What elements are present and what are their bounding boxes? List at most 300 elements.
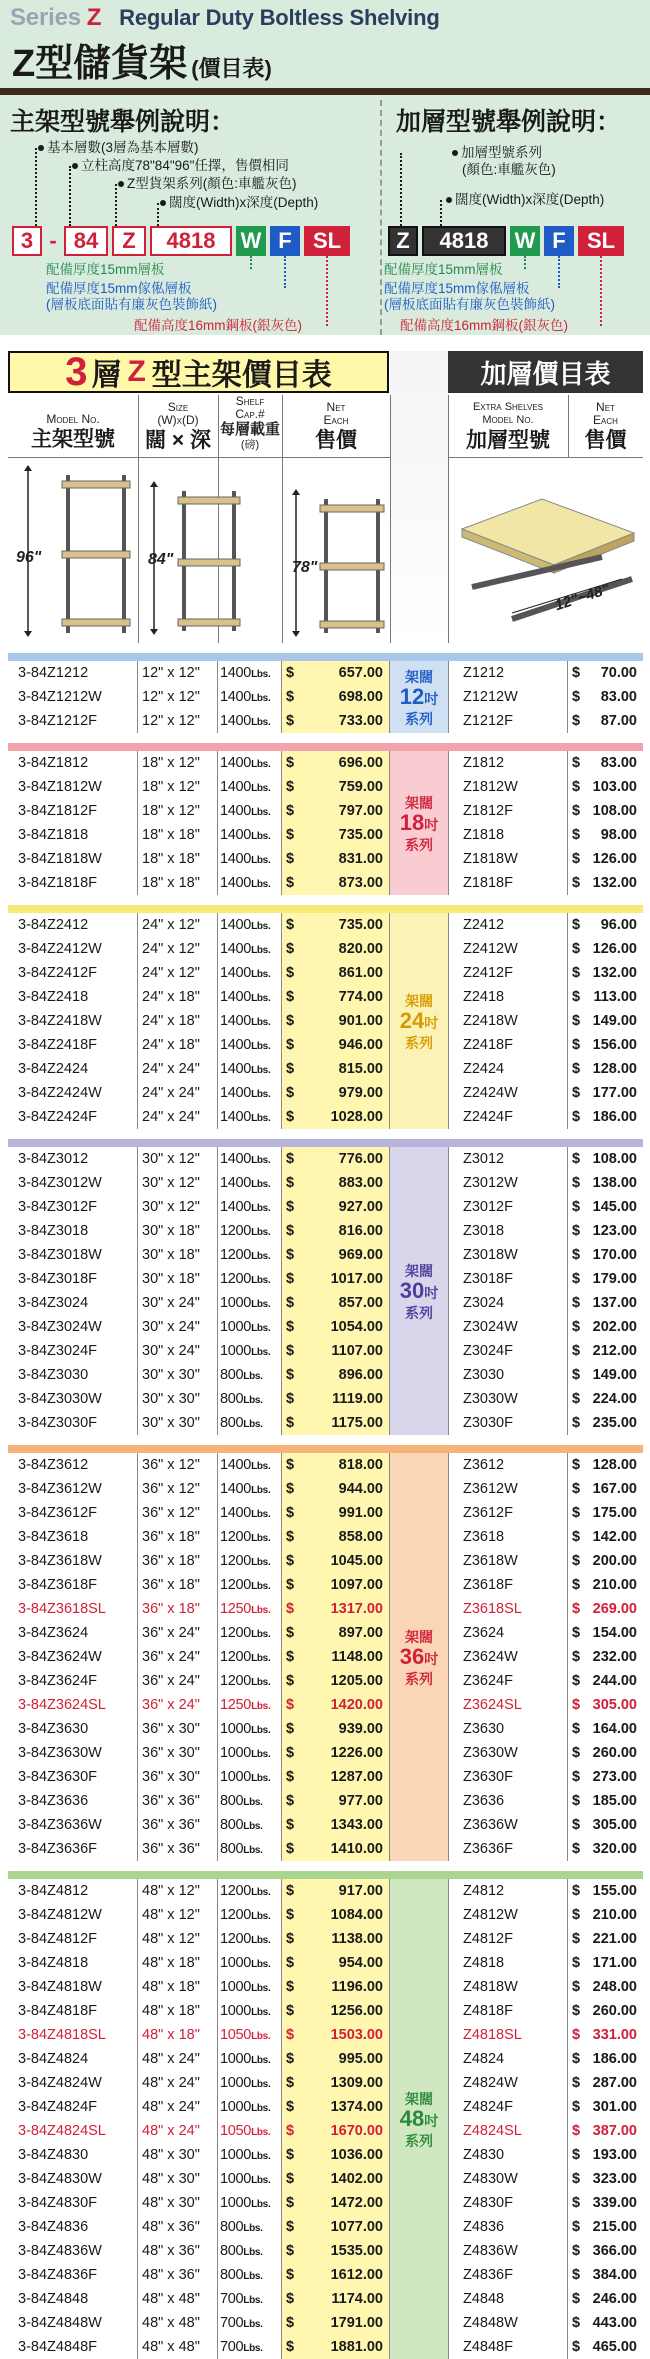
table-row bbox=[0, 1105, 650, 1129]
extra-price-cell: $ 186.00 bbox=[568, 1105, 643, 1129]
extra-price-cell: $ 87.00 bbox=[568, 709, 643, 733]
model-number: 3-84Z4830 bbox=[8, 2143, 138, 2167]
net-price-cell: $ 1045.00 bbox=[282, 1549, 390, 1573]
net-price-cell: $ 797.00 bbox=[282, 799, 390, 823]
net-price-cell: $ 946.00 bbox=[282, 1033, 390, 1057]
size-cell: 24" x 12" bbox=[138, 937, 218, 961]
extra-model-number: Z3630 bbox=[448, 1717, 568, 1741]
extra-price-cell: $ 96.00 bbox=[568, 913, 643, 937]
size-cell: 24" x 24" bbox=[138, 1081, 218, 1105]
width-label-prefix: 架闊 bbox=[405, 1263, 433, 1279]
extra-price-cell: $ 323.00 bbox=[568, 2167, 643, 2191]
series-name: Regular Duty Boltless Shelving bbox=[119, 5, 440, 30]
side-spacer-cell bbox=[390, 1813, 448, 1837]
net-price-cell: $ 815.00 bbox=[282, 1057, 390, 1081]
net-price-cell: $ 698.00 bbox=[282, 685, 390, 709]
capacity-cell: 1400Lbs. bbox=[218, 985, 282, 1009]
model-number: 3-84Z1812 bbox=[8, 751, 138, 775]
width-label-suffix: 系列 bbox=[405, 1035, 433, 1051]
capacity-cell: 1200Lbs. bbox=[218, 1903, 282, 1927]
size-cell: 36" x 12" bbox=[138, 1501, 218, 1525]
size-cell: 12" x 12" bbox=[138, 709, 218, 733]
model-number: 3-84Z4824W bbox=[8, 2071, 138, 2095]
extra-price-cell: $ 149.00 bbox=[568, 1363, 643, 1387]
extra-price-cell: $ 138.00 bbox=[568, 1171, 643, 1195]
side-spacer-cell bbox=[390, 1057, 448, 1081]
model-number: 3-84Z2418F bbox=[8, 1033, 138, 1057]
size-cell: 18" x 12" bbox=[138, 775, 218, 799]
extra-model-number: Z1812 bbox=[448, 751, 568, 775]
net-price-cell: $ 1148.00 bbox=[282, 1645, 390, 1669]
extra-model-number: Z3030W bbox=[448, 1387, 568, 1411]
extra-price-cell: $ 128.00 bbox=[568, 1057, 643, 1081]
side-spacer-cell bbox=[390, 1741, 448, 1765]
width-label-suffix: 系列 bbox=[405, 711, 433, 727]
side-spacer-cell bbox=[390, 1789, 448, 1813]
model-number: 3-84Z3018W bbox=[8, 1243, 138, 1267]
size-cell: 36" x 24" bbox=[138, 1621, 218, 1645]
group-width-label bbox=[398, 2091, 440, 2149]
model-number: 3-84Z1818F bbox=[8, 871, 138, 895]
title-rest: 型主架價目表 bbox=[151, 359, 332, 392]
net-price-cell: $ 1017.00 bbox=[282, 1267, 390, 1291]
extra-price-cell: $ 177.00 bbox=[568, 1081, 643, 1105]
price-group bbox=[0, 1871, 650, 2359]
width-label-number: 24吋 bbox=[399, 1008, 439, 1033]
extra-model-number: Z4836 bbox=[448, 2215, 568, 2239]
capacity-cell: 1200Lbs. bbox=[218, 1669, 282, 1693]
size-cell: 48" x 24" bbox=[138, 2047, 218, 2071]
side-spacer-cell bbox=[390, 1999, 448, 2023]
width-label-number: 30吋 bbox=[399, 1278, 439, 1303]
model-number: 3-84Z4818SL bbox=[8, 2023, 138, 2047]
code-w: W bbox=[236, 226, 266, 256]
net-price-cell: $ 873.00 bbox=[282, 871, 390, 895]
net-price-cell: $ 1205.00 bbox=[282, 1669, 390, 1693]
extra-price-cell: $ 465.00 bbox=[568, 2335, 643, 2359]
extra-price-cell: $ 108.00 bbox=[568, 799, 643, 823]
capacity-cell: 1200Lbs. bbox=[218, 1621, 282, 1645]
capacity-cell: 1400Lbs. bbox=[218, 913, 282, 937]
extra-model-number: Z2418 bbox=[448, 985, 568, 1009]
size-cell: 30" x 12" bbox=[138, 1147, 218, 1171]
side-spacer-cell bbox=[390, 2335, 448, 2359]
size-cell: 30" x 30" bbox=[138, 1411, 218, 1435]
net-price-cell: $ 944.00 bbox=[282, 1477, 390, 1501]
net-price-cell: $ 927.00 bbox=[282, 1195, 390, 1219]
extra-anno-size: 闊度(Width)x深度(Depth) bbox=[446, 192, 604, 208]
model-number: 3-84Z3618 bbox=[8, 1525, 138, 1549]
group-width-label bbox=[398, 993, 440, 1051]
capacity-cell: 1400Lbs. bbox=[218, 661, 282, 685]
net-price-cell: $ 1503.00 bbox=[282, 2023, 390, 2047]
net-price-cell: $ 1097.00 bbox=[282, 1573, 390, 1597]
size-cell: 36" x 36" bbox=[138, 1789, 218, 1813]
net-price-cell: $ 1196.00 bbox=[282, 1975, 390, 1999]
table-row bbox=[0, 2311, 650, 2335]
model-number: 3-84Z4812 bbox=[8, 1879, 138, 1903]
size-cell: 48" x 12" bbox=[138, 1879, 218, 1903]
group-width-label bbox=[398, 1629, 440, 1687]
capacity-cell: 1400Lbs. bbox=[218, 1147, 282, 1171]
capacity-cell: 1400Lbs. bbox=[218, 685, 282, 709]
model-number: 3-84Z2412F bbox=[8, 961, 138, 985]
capacity-cell: 1200Lbs. bbox=[218, 1879, 282, 1903]
extra-model-number: Z4848W bbox=[448, 2311, 568, 2335]
title-z: Z bbox=[127, 355, 146, 388]
net-price-cell: $ 897.00 bbox=[282, 1621, 390, 1645]
extra-model-number: Z2418F bbox=[448, 1033, 568, 1057]
extra-model-number: Z4824 bbox=[448, 2047, 568, 2071]
capacity-cell: 1050Lbs. bbox=[218, 2023, 282, 2047]
extra-code-size: 4818 bbox=[422, 226, 506, 256]
model-number: 3-84Z3630 bbox=[8, 1717, 138, 1741]
side-spacer bbox=[390, 351, 448, 643]
size-cell: 36" x 24" bbox=[138, 1645, 218, 1669]
extra-price-cell: $ 331.00 bbox=[568, 2023, 643, 2047]
table-row bbox=[0, 847, 650, 871]
side-spacer-cell bbox=[390, 1081, 448, 1105]
extra-model-number: Z2424F bbox=[448, 1105, 568, 1129]
extra-price-cell: $ 248.00 bbox=[568, 1975, 643, 1999]
extra-model-number: Z3024W bbox=[448, 1315, 568, 1339]
net-price-cell: $ 657.00 bbox=[282, 661, 390, 685]
extra-price-cell: $ 301.00 bbox=[568, 2095, 643, 2119]
size-cell: 30" x 18" bbox=[138, 1243, 218, 1267]
side-spacer-cell bbox=[390, 1927, 448, 1951]
side-spacer-cell bbox=[390, 1525, 448, 1549]
width-label-suffix: 系列 bbox=[405, 1305, 433, 1321]
width-label-number: 18吋 bbox=[399, 810, 439, 835]
col-head-cap-zh2: (磅) bbox=[240, 439, 260, 451]
extra-model-number: Z3618 bbox=[448, 1525, 568, 1549]
side-spacer-cell bbox=[390, 1363, 448, 1387]
main-anno-base-levels: 基本層數(3層為基本層數) bbox=[38, 140, 199, 156]
table-row bbox=[0, 1741, 650, 1765]
net-price-cell: $ 939.00 bbox=[282, 1717, 390, 1741]
model-number: 3-84Z3030F bbox=[8, 1411, 138, 1435]
capacity-cell: 1000Lbs. bbox=[218, 2191, 282, 2215]
table-row bbox=[0, 1363, 650, 1387]
extra-price-cell: $ 103.00 bbox=[568, 775, 643, 799]
model-number: 3-84Z3636W bbox=[8, 1813, 138, 1837]
side-spacer-cell bbox=[390, 1975, 448, 1999]
main-anno-15mm: 配備厚度15mm層板 bbox=[46, 262, 165, 277]
model-number: 3-84Z3018F bbox=[8, 1267, 138, 1291]
capacity-cell: 1400Lbs. bbox=[218, 775, 282, 799]
capacity-cell: 1400Lbs. bbox=[218, 937, 282, 961]
extra-model-number: Z2424 bbox=[448, 1057, 568, 1081]
group-width-label bbox=[398, 1263, 440, 1321]
table-row bbox=[0, 985, 650, 1009]
extra-model-number: Z1818F bbox=[448, 871, 568, 895]
capacity-cell: 800Lbs. bbox=[218, 2215, 282, 2239]
size-cell: 48" x 24" bbox=[138, 2071, 218, 2095]
extra-model-number: Z2412 bbox=[448, 913, 568, 937]
extra-model-number: Z3018F bbox=[448, 1267, 568, 1291]
net-price-cell: $ 1472.00 bbox=[282, 2191, 390, 2215]
net-price-cell: $ 1612.00 bbox=[282, 2263, 390, 2287]
side-spacer-cell bbox=[390, 871, 448, 895]
model-number: 3-84Z4824SL bbox=[8, 2119, 138, 2143]
size-cell: 18" x 18" bbox=[138, 823, 218, 847]
code-series: Z bbox=[112, 226, 146, 256]
size-cell: 48" x 48" bbox=[138, 2287, 218, 2311]
col-head-xmodel-en2: Model No. bbox=[482, 414, 534, 426]
size-cell: 30" x 12" bbox=[138, 1195, 218, 1219]
extra-model-number: Z3618W bbox=[448, 1549, 568, 1573]
model-number: 3-84Z2412W bbox=[8, 937, 138, 961]
extra-code-f: F bbox=[544, 226, 574, 256]
table-row bbox=[0, 1693, 650, 1717]
table-row bbox=[0, 1267, 650, 1291]
extra-price-cell: $ 113.00 bbox=[568, 985, 643, 1009]
size-cell: 36" x 30" bbox=[138, 1741, 218, 1765]
extra-price-cell: $ 132.00 bbox=[568, 961, 643, 985]
col-head-xnet-zh: 售價 bbox=[584, 429, 627, 452]
capacity-cell: 1400Lbs. bbox=[218, 1477, 282, 1501]
capacity-cell: 1400Lbs. bbox=[218, 1009, 282, 1033]
side-spacer-cell bbox=[390, 1879, 448, 1903]
side-spacer-cell bbox=[390, 1387, 448, 1411]
capacity-cell: 1200Lbs. bbox=[218, 1549, 282, 1573]
col-head-net-zh: 售價 bbox=[315, 429, 357, 452]
model-number: 3-84Z4824F bbox=[8, 2095, 138, 2119]
col-head-model-en: Model No. bbox=[46, 412, 100, 426]
group-color-bar bbox=[8, 1139, 643, 1147]
extra-code-w: W bbox=[510, 226, 540, 256]
side-spacer-cell bbox=[390, 1339, 448, 1363]
extra-model-number: Z3618F bbox=[448, 1573, 568, 1597]
capacity-cell: 1000Lbs. bbox=[218, 1315, 282, 1339]
extra-model-number: Z3624W bbox=[448, 1645, 568, 1669]
width-label-prefix: 架闊 bbox=[405, 795, 433, 811]
extra-model-number: Z4818F bbox=[448, 1999, 568, 2023]
net-price-cell: $ 858.00 bbox=[282, 1525, 390, 1549]
capacity-cell: 1000Lbs. bbox=[218, 1339, 282, 1363]
table-row bbox=[0, 2263, 650, 2287]
capacity-cell: 1000Lbs. bbox=[218, 2095, 282, 2119]
table-row bbox=[0, 1009, 650, 1033]
extra-model-number: Z4812F bbox=[448, 1927, 568, 1951]
size-cell: 30" x 24" bbox=[138, 1339, 218, 1363]
size-cell: 48" x 36" bbox=[138, 2239, 218, 2263]
size-cell: 30" x 12" bbox=[138, 1171, 218, 1195]
model-number: 3-84Z4848 bbox=[8, 2287, 138, 2311]
extra-anno-steel: 配備高度16mm鋼板(銀灰色) bbox=[400, 318, 568, 333]
size-cell: 36" x 36" bbox=[138, 1837, 218, 1861]
table-row bbox=[0, 1837, 650, 1861]
capacity-cell: 1050Lbs. bbox=[218, 2119, 282, 2143]
extra-price-cell: $ 70.00 bbox=[568, 661, 643, 685]
extra-model-number: Z3024F bbox=[448, 1339, 568, 1363]
extra-price-cell: $ 123.00 bbox=[568, 1219, 643, 1243]
capacity-cell: 1000Lbs. bbox=[218, 1765, 282, 1789]
net-price-cell: $ 1670.00 bbox=[282, 2119, 390, 2143]
side-spacer-cell bbox=[390, 1951, 448, 1975]
model-number: 3-84Z4830W bbox=[8, 2167, 138, 2191]
group-color-bar bbox=[8, 905, 643, 913]
col-head-xmodel-zh: 加層型號 bbox=[466, 429, 550, 452]
model-number: 3-84Z3024F bbox=[8, 1339, 138, 1363]
extra-model-number: Z3012 bbox=[448, 1147, 568, 1171]
title-level-count: 3 bbox=[65, 349, 88, 394]
table-row bbox=[0, 1291, 650, 1315]
table-row bbox=[0, 1597, 650, 1621]
col-head-size-zh: 闊 × 深 bbox=[145, 429, 211, 452]
extra-price-cell: $ 179.00 bbox=[568, 1267, 643, 1291]
extra-model-number: Z3030 bbox=[448, 1363, 568, 1387]
model-number: 3-84Z3630W bbox=[8, 1741, 138, 1765]
code-sl: SL bbox=[304, 226, 350, 256]
model-number: 3-84Z3624 bbox=[8, 1621, 138, 1645]
side-spacer-cell bbox=[390, 1573, 448, 1597]
size-cell: 36" x 24" bbox=[138, 1693, 218, 1717]
capacity-cell: 700Lbs. bbox=[218, 2287, 282, 2311]
table-row bbox=[0, 913, 650, 937]
extra-price-cell: $ 273.00 bbox=[568, 1765, 643, 1789]
table-row bbox=[0, 2287, 650, 2311]
capacity-cell: 800Lbs. bbox=[218, 2263, 282, 2287]
size-cell: 24" x 24" bbox=[138, 1057, 218, 1081]
extra-anno-color: (顏色:車艦灰色) bbox=[462, 162, 556, 177]
table-row bbox=[0, 1621, 650, 1645]
net-price-cell: $ 1036.00 bbox=[282, 2143, 390, 2167]
model-number: 3-84Z4812F bbox=[8, 1927, 138, 1951]
extra-model-number: Z3030F bbox=[448, 1411, 568, 1435]
side-spacer-cell bbox=[390, 1549, 448, 1573]
extra-price-cell: $ 221.00 bbox=[568, 1927, 643, 1951]
table-row bbox=[0, 1999, 650, 2023]
table-row bbox=[0, 2239, 650, 2263]
size-cell: 30" x 30" bbox=[138, 1387, 218, 1411]
width-label-prefix: 架闊 bbox=[405, 1629, 433, 1645]
net-price-cell: $ 917.00 bbox=[282, 1879, 390, 1903]
col-head-cap-en2: Cap.# bbox=[235, 407, 265, 421]
size-cell: 48" x 48" bbox=[138, 2335, 218, 2359]
capacity-cell: 1200Lbs. bbox=[218, 1525, 282, 1549]
main-anno-paper: (層板底面貼有廉灰色裝飾紙) bbox=[46, 297, 217, 312]
group-width-label bbox=[398, 795, 440, 853]
table-row bbox=[0, 1669, 650, 1693]
model-number: 3-84Z4812W bbox=[8, 1903, 138, 1927]
table-row bbox=[0, 1411, 650, 1435]
table-row bbox=[0, 2143, 650, 2167]
size-cell: 48" x 18" bbox=[138, 1999, 218, 2023]
net-price-cell: $ 896.00 bbox=[282, 1363, 390, 1387]
size-cell: 24" x 18" bbox=[138, 1009, 218, 1033]
side-spacer-cell bbox=[390, 2167, 448, 2191]
net-price-cell: $ 1343.00 bbox=[282, 1813, 390, 1837]
col-head-model-zh: 主架型號 bbox=[31, 428, 115, 451]
col-head-size bbox=[138, 395, 218, 457]
extra-price-cell: $ 260.00 bbox=[568, 1741, 643, 1765]
extra-code-sl: SL bbox=[578, 226, 624, 256]
net-price-cell: $ 1175.00 bbox=[282, 1411, 390, 1435]
extra-price-cell: $ 443.00 bbox=[568, 2311, 643, 2335]
side-spacer-cell bbox=[390, 1195, 448, 1219]
side-spacer-cell bbox=[390, 2023, 448, 2047]
size-cell: 30" x 18" bbox=[138, 1267, 218, 1291]
capacity-cell: 1200Lbs. bbox=[218, 1645, 282, 1669]
col-head-net-en1: Net bbox=[326, 400, 346, 414]
width-label-suffix: 系列 bbox=[405, 2133, 433, 2149]
model-number: 3-84Z3630F bbox=[8, 1765, 138, 1789]
main-anno-size: 闊度(Width)x深度(Depth) bbox=[160, 195, 318, 211]
table-row bbox=[0, 1315, 650, 1339]
price-group bbox=[0, 1139, 650, 1435]
header-panel bbox=[0, 0, 650, 335]
extra-price-cell: $ 170.00 bbox=[568, 1243, 643, 1267]
width-label-number: 12吋 bbox=[399, 684, 439, 709]
table-row bbox=[0, 1339, 650, 1363]
size-cell: 24" x 18" bbox=[138, 1033, 218, 1057]
net-price-cell: $ 1054.00 bbox=[282, 1315, 390, 1339]
model-number: 3-84Z3618F bbox=[8, 1573, 138, 1597]
side-spacer-cell bbox=[390, 1903, 448, 1927]
col-head-extra-model bbox=[448, 395, 568, 457]
model-number: 3-84Z3612W bbox=[8, 1477, 138, 1501]
table-row bbox=[0, 871, 650, 895]
side-spacer-cell bbox=[390, 1597, 448, 1621]
model-number: 3-84Z3012 bbox=[8, 1147, 138, 1171]
net-price-cell: $ 1791.00 bbox=[282, 2311, 390, 2335]
model-number: 3-84Z3030 bbox=[8, 1363, 138, 1387]
extra-model-number: Z2412F bbox=[448, 961, 568, 985]
extra-model-number: Z3630W bbox=[448, 1741, 568, 1765]
extra-price-cell: $ 339.00 bbox=[568, 2191, 643, 2215]
extra-price-cell: $ 244.00 bbox=[568, 1669, 643, 1693]
extra-model-number: Z1818W bbox=[448, 847, 568, 871]
model-number: 3-84Z2412 bbox=[8, 913, 138, 937]
extra-model-number: Z3618SL bbox=[448, 1597, 568, 1621]
capacity-cell: 1400Lbs. bbox=[218, 871, 282, 895]
size-cell: 24" x 24" bbox=[138, 1105, 218, 1129]
extra-price-cell: $ 269.00 bbox=[568, 1597, 643, 1621]
capacity-cell: 1200Lbs. bbox=[218, 1927, 282, 1951]
width-label-suffix: 系列 bbox=[405, 1671, 433, 1687]
side-spacer-cell bbox=[390, 1411, 448, 1435]
table-row bbox=[0, 1477, 650, 1501]
side-spacer-cell bbox=[390, 1171, 448, 1195]
extra-price-cell: $ 305.00 bbox=[568, 1813, 643, 1837]
size-cell: 48" x 30" bbox=[138, 2143, 218, 2167]
extra-model-number: Z4824F bbox=[448, 2095, 568, 2119]
price-groups bbox=[0, 653, 650, 2359]
model-number: 3-84Z3624F bbox=[8, 1669, 138, 1693]
net-price-cell: $ 991.00 bbox=[282, 1501, 390, 1525]
col-head-model bbox=[8, 395, 138, 457]
extra-model-number: Z3612W bbox=[448, 1477, 568, 1501]
extra-price-cell: $ 155.00 bbox=[568, 1879, 643, 1903]
chinese-title bbox=[12, 32, 272, 87]
extra-price-cell: $ 387.00 bbox=[568, 2119, 643, 2143]
table-row bbox=[0, 661, 650, 685]
net-price-cell: $ 1881.00 bbox=[282, 2335, 390, 2359]
width-label-suffix: 系列 bbox=[405, 837, 433, 853]
net-price-cell: $ 995.00 bbox=[282, 2047, 390, 2071]
col-head-net bbox=[282, 395, 390, 457]
extra-price-cell: $ 149.00 bbox=[568, 1009, 643, 1033]
series-word: Series bbox=[10, 4, 81, 31]
extra-model-number: Z4848 bbox=[448, 2287, 568, 2311]
capacity-cell: 1400Lbs. bbox=[218, 751, 282, 775]
capacity-cell: 1200Lbs. bbox=[218, 1219, 282, 1243]
table-row bbox=[0, 937, 650, 961]
net-price-cell: $ 1309.00 bbox=[282, 2071, 390, 2095]
side-spacer-cell bbox=[390, 751, 448, 775]
side-spacer-cell bbox=[390, 937, 448, 961]
